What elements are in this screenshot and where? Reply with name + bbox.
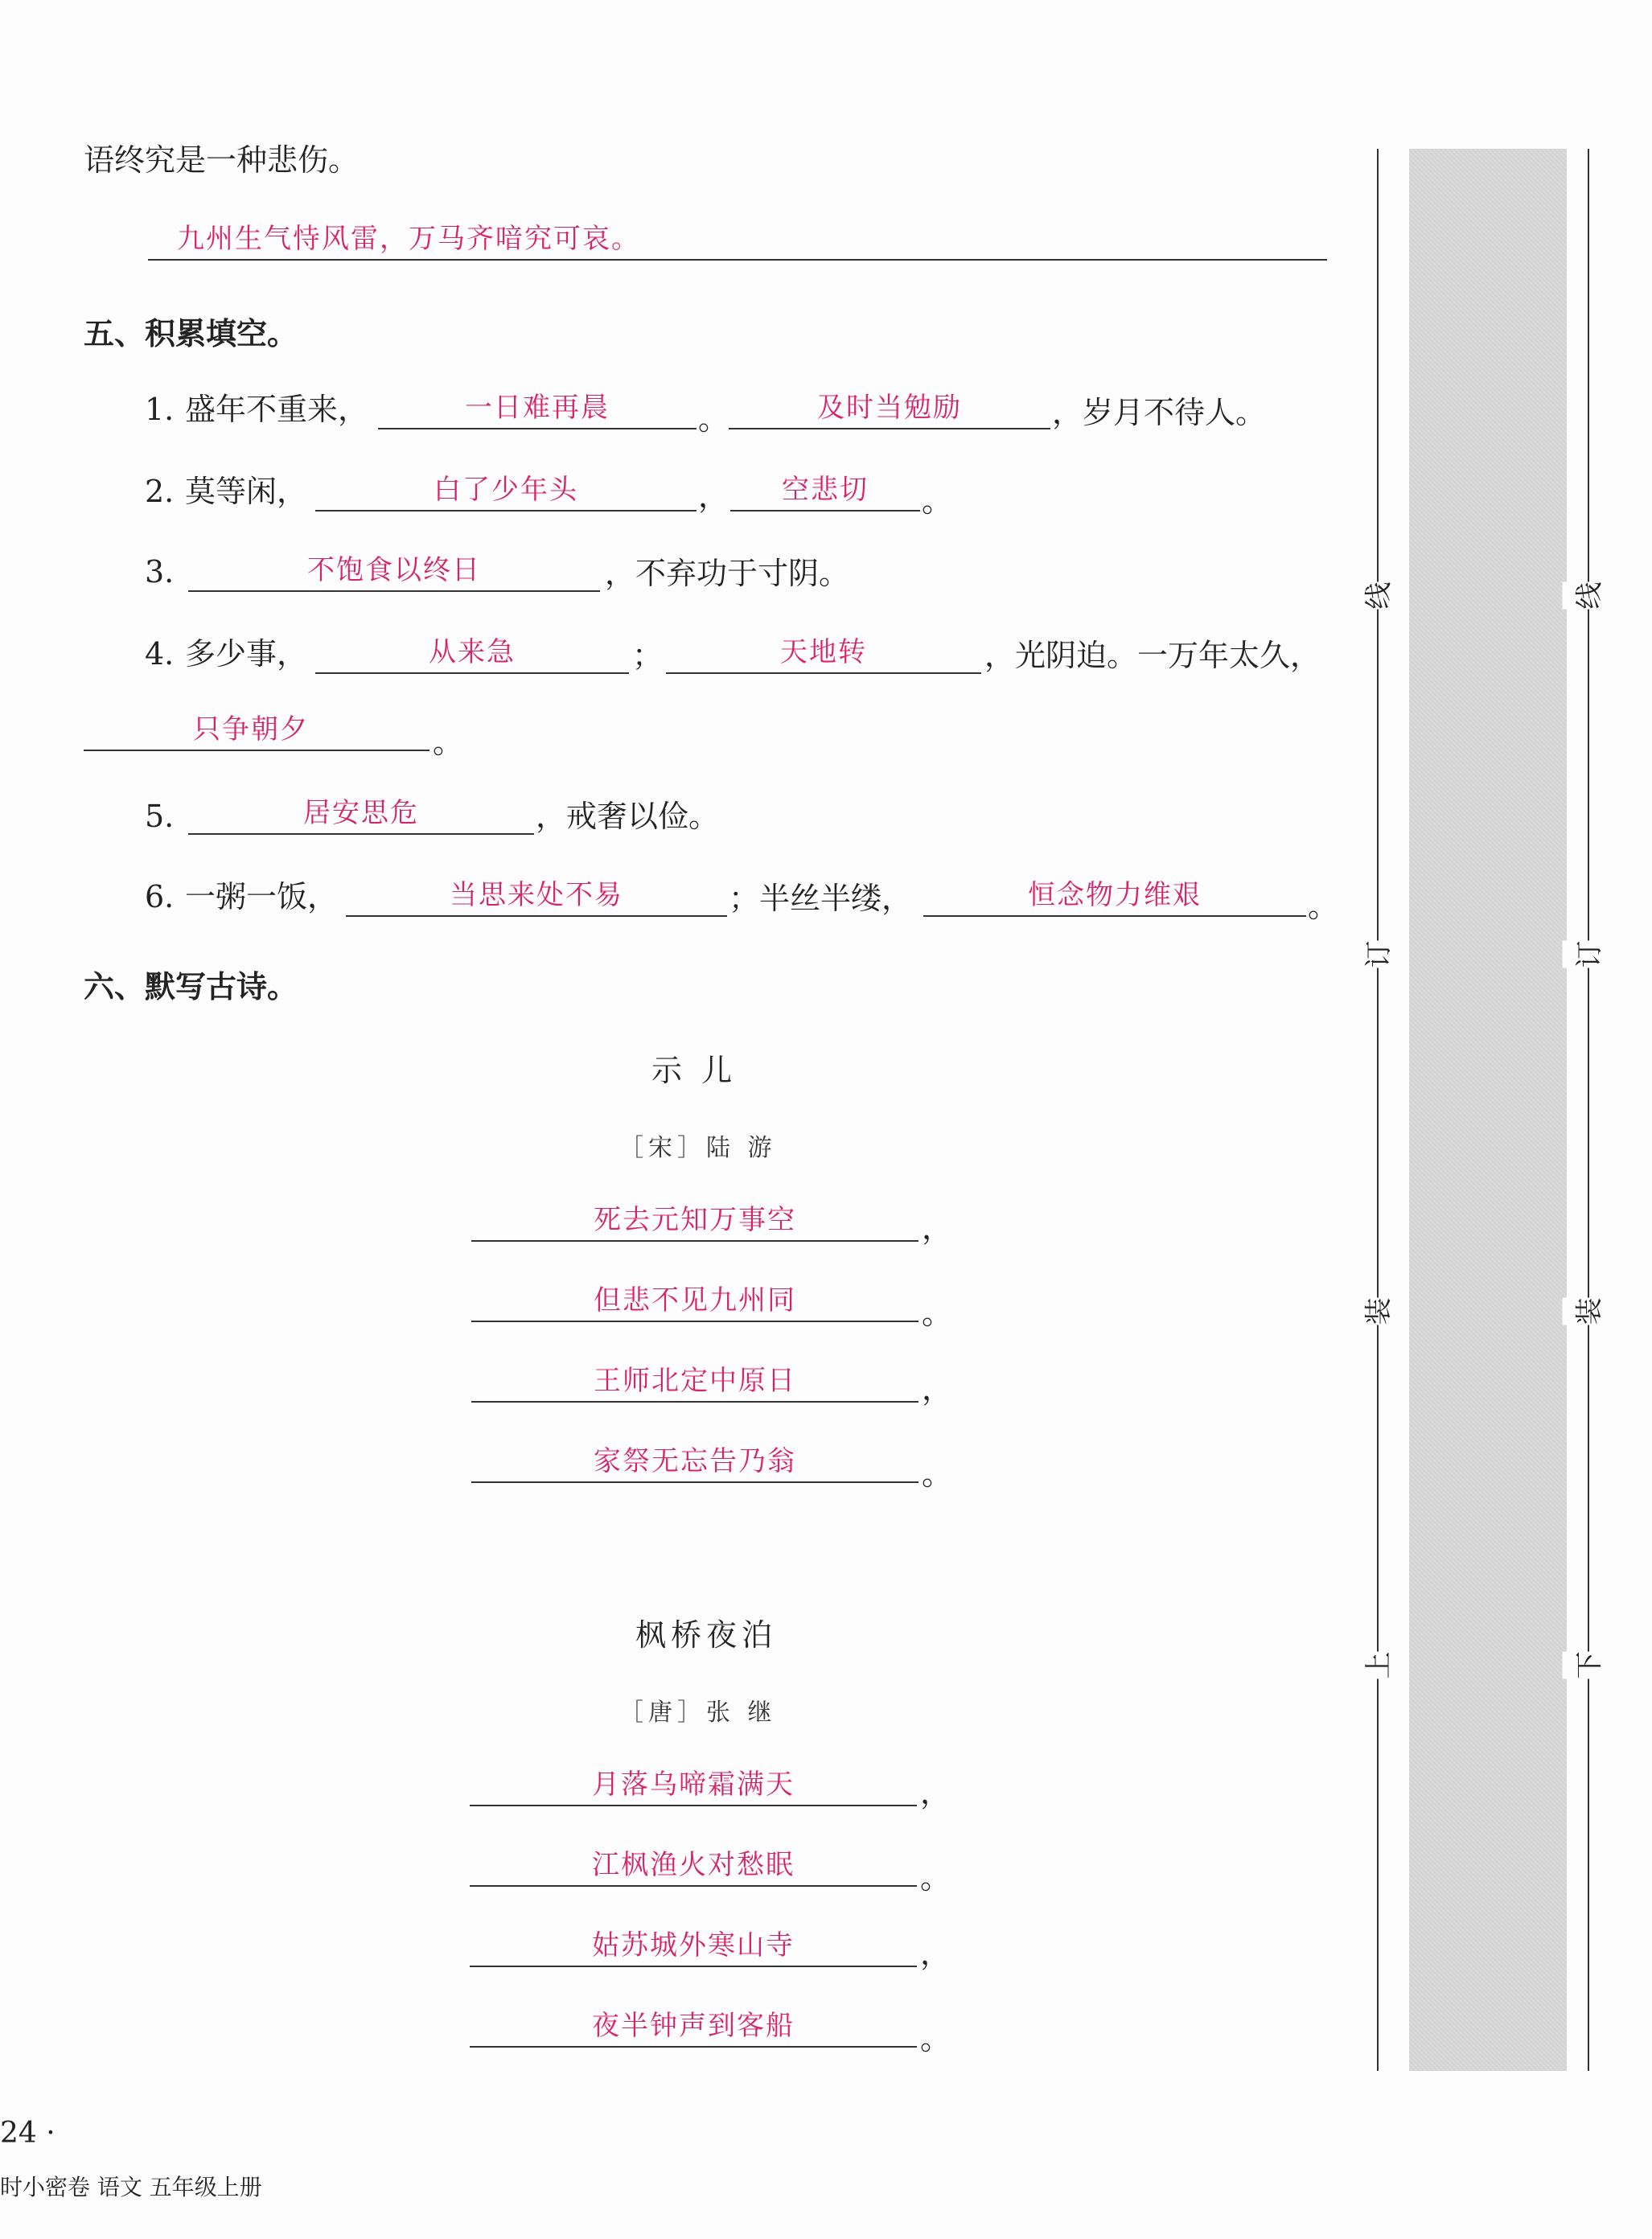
- item5-blank1[interactable]: [188, 796, 534, 835]
- item1-pre: 盛年不重来，: [185, 392, 369, 427]
- poem1-punct1: ，: [922, 1210, 953, 1246]
- item4-post: ，光阴迫。一万年太久，: [984, 638, 1321, 673]
- item4-number: 4.: [145, 636, 175, 672]
- item1-blank1[interactable]: [378, 391, 697, 429]
- item5-number: 5.: [145, 799, 175, 834]
- binding-inner-char2: 订: [1352, 941, 1401, 968]
- item4-answer3: 只争朝夕: [193, 713, 309, 746]
- item2-blank2[interactable]: [730, 473, 920, 511]
- item1-mid: 。: [698, 401, 729, 437]
- item2-mid: ，: [698, 479, 729, 514]
- item5-answer1: 居安思危: [303, 797, 419, 829]
- item6-number: 6.: [145, 879, 175, 914]
- poem2-author: ［唐］张 继: [619, 1699, 777, 1727]
- binding-line-outer: [1588, 149, 1589, 2071]
- binding-outer-char2: 订: [1563, 941, 1612, 968]
- binding-inner-char4: 上: [1352, 1652, 1401, 1679]
- poem1-title: 示 儿: [651, 1053, 738, 1088]
- poem1-line1-blank[interactable]: [471, 1203, 918, 1242]
- intro-line: 语终究是一种悲伤。: [84, 142, 360, 178]
- item3-post: ，不弃功于寸阴。: [605, 556, 850, 591]
- item4-post2: 。: [433, 725, 464, 760]
- item4-pre: 多少事，: [185, 636, 308, 672]
- intro-answer: 九州生气恃风雷，万马齐喑究可哀。: [177, 223, 640, 255]
- poem2-line2-blank[interactable]: [470, 1848, 917, 1887]
- item1-number: 1.: [145, 392, 175, 427]
- item1-answer2: 及时当勉励: [817, 392, 962, 424]
- item1-post: ，岁月不待人。: [1052, 395, 1267, 430]
- binding-strip: [1409, 149, 1567, 2071]
- binding-inner-char3: 装: [1352, 1298, 1401, 1325]
- item2-answer1: 白了少年头: [434, 474, 578, 506]
- poem1-line3-blank[interactable]: [471, 1364, 918, 1403]
- item2-number: 2.: [145, 474, 175, 509]
- poem2-line4: 夜半钟声到客船: [592, 2010, 795, 2042]
- item3-number: 3.: [145, 554, 175, 590]
- item4-blank3[interactable]: [84, 713, 429, 751]
- intro-answer-blank[interactable]: [148, 222, 1327, 261]
- poem1-line4: 家祭无忘告乃翁: [594, 1445, 796, 1477]
- poem2-line1-blank[interactable]: [470, 1768, 917, 1806]
- item6-blank2[interactable]: [923, 878, 1306, 917]
- item3-answer1: 不饱食以终日: [307, 554, 481, 586]
- item6-answer1: 当思来处不易: [450, 879, 623, 911]
- binding-outer-char3: 装: [1563, 1298, 1612, 1325]
- item6-pre: 一粥一饭，: [185, 879, 339, 914]
- poem1-punct3: ，: [922, 1371, 953, 1407]
- section5-heading: 五、积累填空。: [84, 316, 298, 351]
- poem1-punct2: 。: [922, 1296, 953, 1331]
- item4-answer1: 从来急: [429, 636, 516, 668]
- poem2-line3: 姑苏城外寒山寺: [592, 1929, 795, 1962]
- poem2-punct2: 。: [920, 1860, 951, 1896]
- item2-post: 。: [922, 483, 953, 519]
- item1-blank2[interactable]: [729, 391, 1050, 429]
- poem2-punct1: ，: [920, 1775, 951, 1810]
- book-title: 时小密卷 语文 五年级上册: [0, 2174, 262, 2200]
- item4-blank1[interactable]: [315, 635, 629, 674]
- item6-answer2: 恒念物力维艰: [1028, 879, 1202, 911]
- poem1-line4-blank[interactable]: [471, 1444, 918, 1483]
- binding-inner-char1: 线: [1352, 582, 1401, 610]
- poem2-line4-blank[interactable]: [470, 2009, 917, 2048]
- poem1-line2-blank[interactable]: [471, 1284, 918, 1322]
- item2-pre: 莫等闲，: [185, 474, 308, 509]
- item5-post: ，戒奢以俭。: [536, 799, 720, 834]
- item1-answer1: 一日难再晨: [465, 392, 610, 424]
- poem1-author: ［宋］陆 游: [619, 1134, 777, 1162]
- page-number: 24 ·: [0, 2117, 55, 2150]
- poem1-line3: 王师北定中原日: [594, 1365, 796, 1397]
- poem2-line3-blank[interactable]: [470, 1929, 917, 1967]
- item6-mid: ；半丝半缕，: [729, 881, 913, 916]
- poem2-line2: 江枫渔火对愁眠: [592, 1849, 795, 1881]
- poem2-punct4: 。: [920, 2021, 951, 2056]
- item4-answer2: 天地转: [780, 636, 867, 668]
- item4-blank2[interactable]: [666, 635, 981, 674]
- item6-blank1[interactable]: [346, 878, 727, 917]
- poem1-line1: 死去元知万事空: [594, 1204, 796, 1236]
- poem1-line2: 但悲不见九州同: [594, 1284, 796, 1317]
- binding-outer-char1: 线: [1563, 582, 1612, 610]
- poem2-line1: 月落乌啼霜满天: [592, 1769, 795, 1801]
- poem1-punct4: 。: [922, 1456, 953, 1492]
- item2-answer2: 空悲切: [782, 474, 869, 506]
- item6-post: 。: [1308, 889, 1339, 924]
- item2-blank1[interactable]: [315, 473, 697, 511]
- item3-blank1[interactable]: [188, 553, 600, 592]
- binding-line-inner: [1377, 149, 1379, 2071]
- poem2-title: 枫桥夜泊: [635, 1617, 778, 1653]
- item4-mid: ；: [632, 638, 664, 673]
- poem2-punct3: ，: [920, 1936, 951, 1971]
- binding-outer-char4: 下: [1563, 1652, 1612, 1679]
- section6-heading: 六、默写古诗。: [84, 969, 298, 1004]
